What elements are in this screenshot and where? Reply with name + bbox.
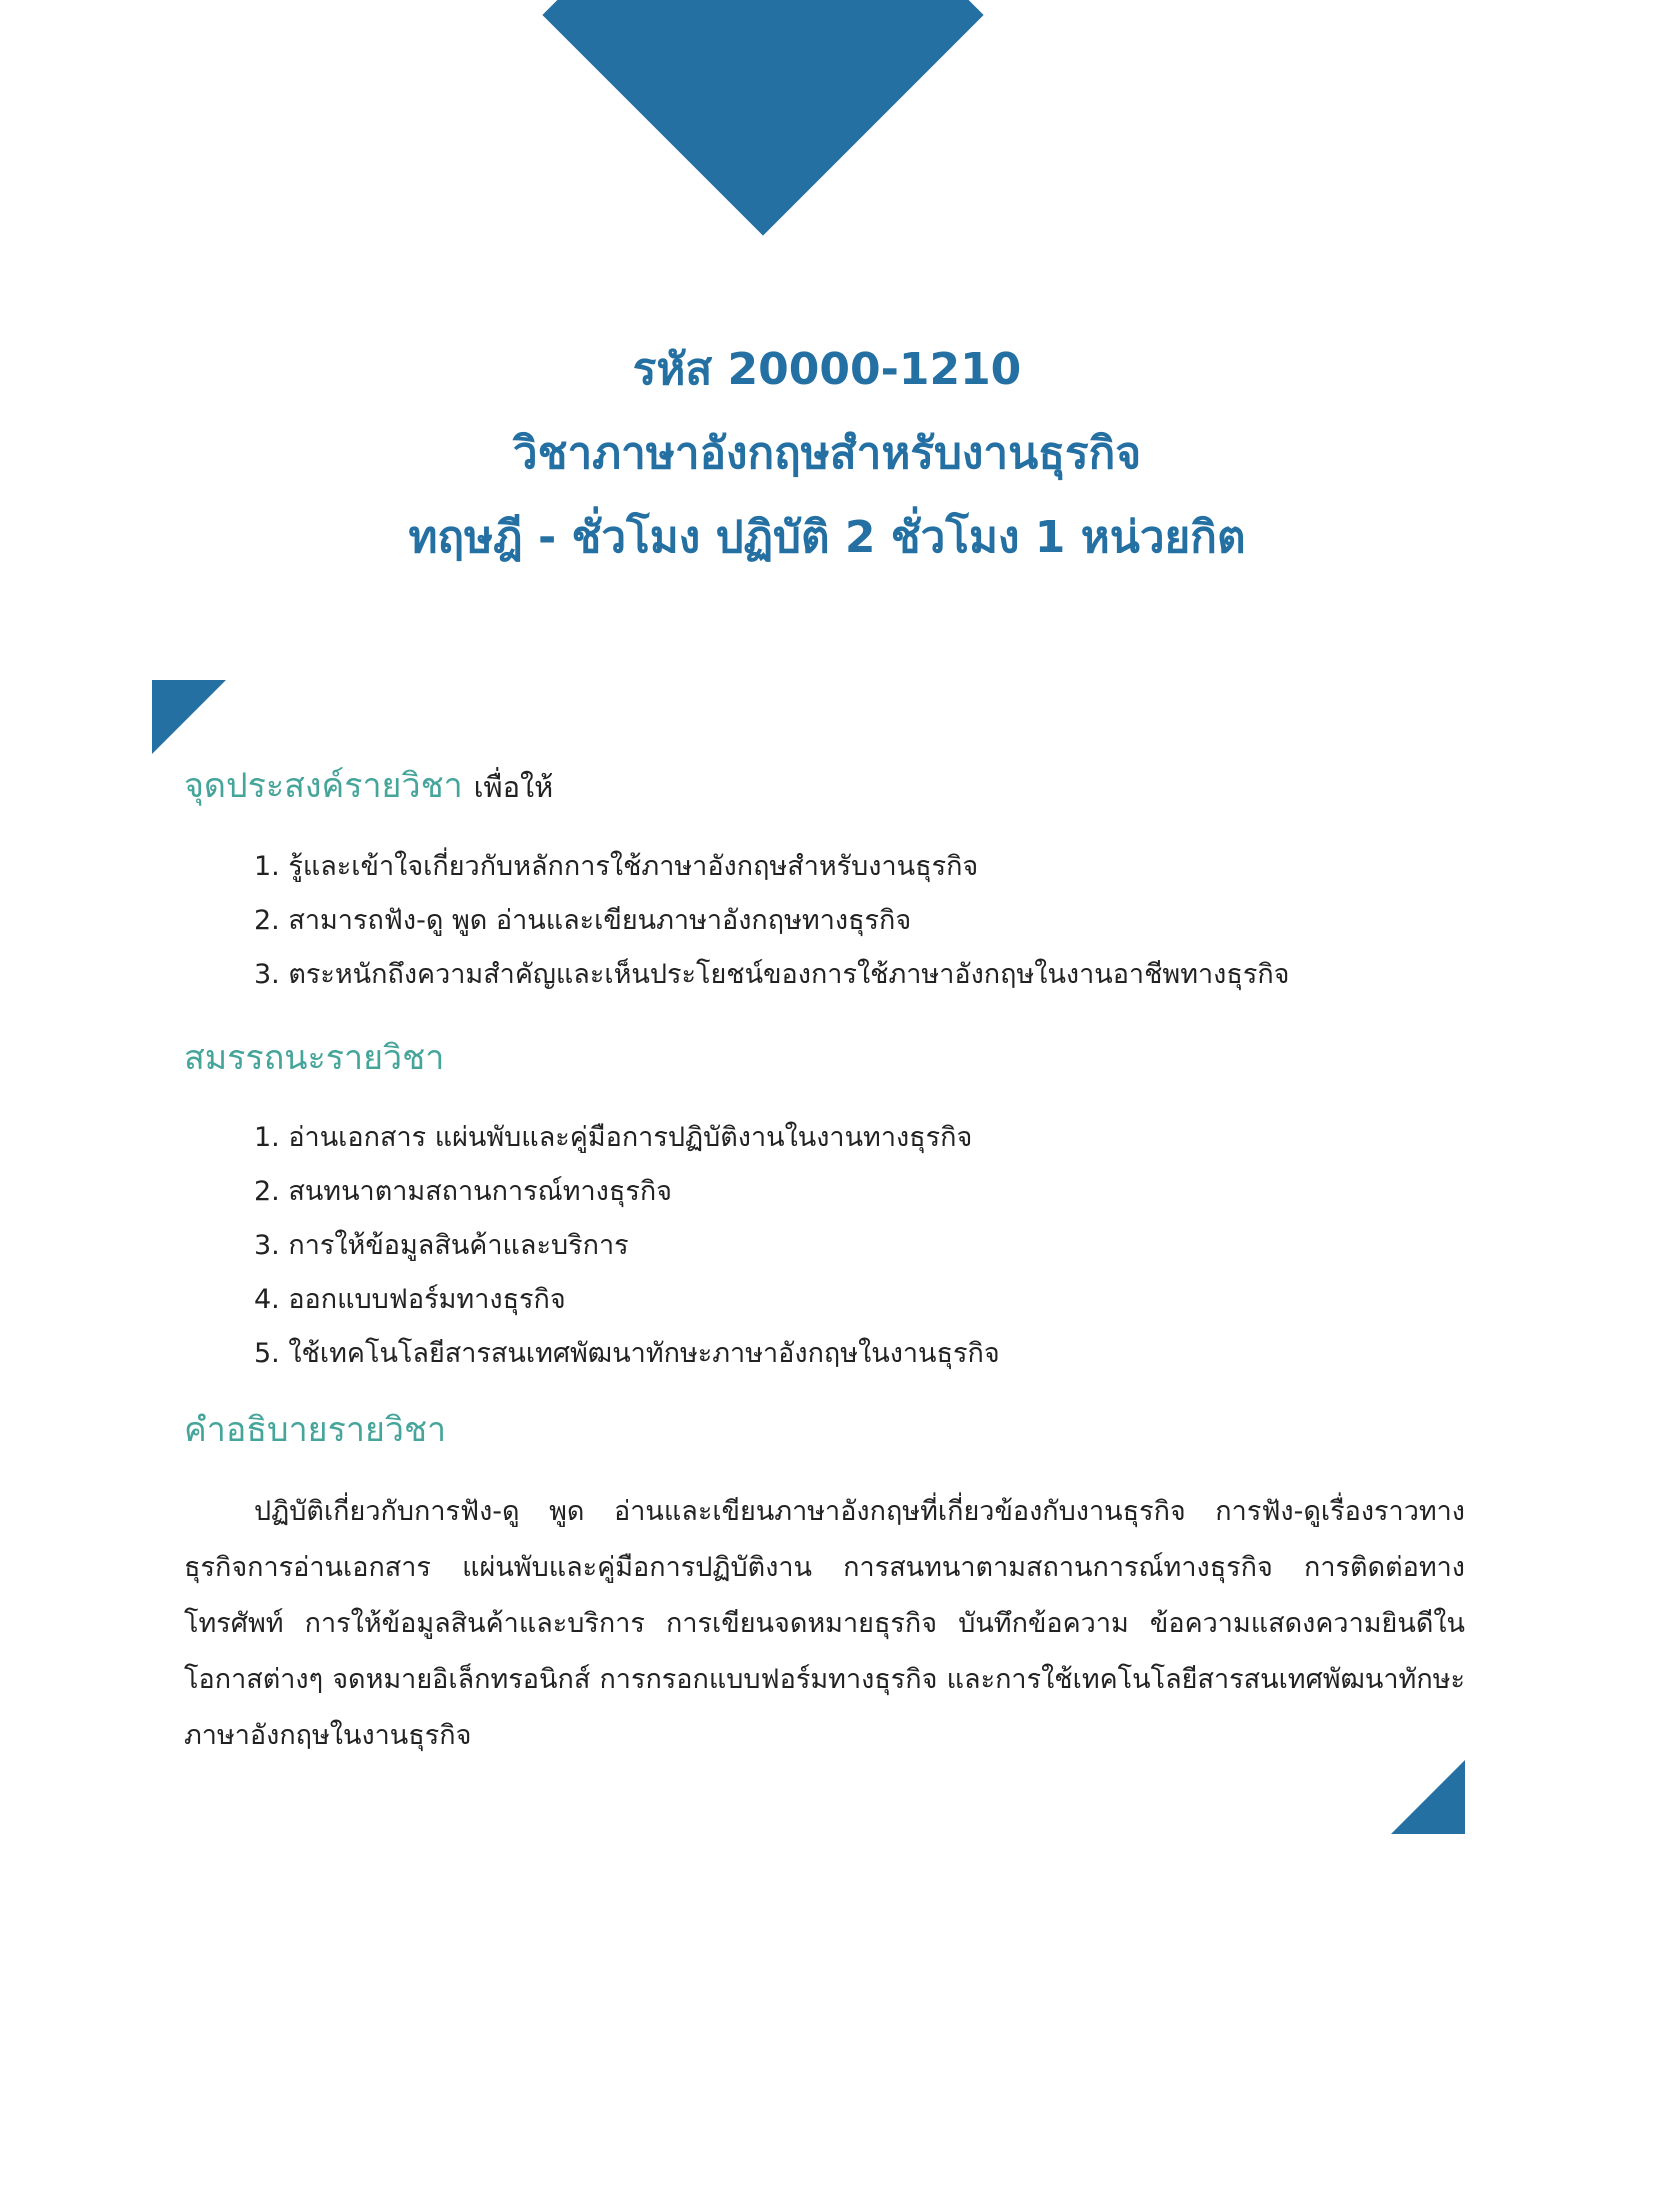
decorative-corner-triangle-top-left xyxy=(152,680,226,754)
objectives-list xyxy=(254,840,1290,1002)
objective-item: 3. ตระหนักถึงความสำคัญและเห็นประโยชน์ของการใช้ภาษาอังกฤษในงานอาชีพทางธุรกิจ xyxy=(254,959,1290,990)
course-subject: วิชาภาษาอังกฤษสำหรับงานธุรกิจ xyxy=(512,428,1142,479)
description-heading: คำอธิบายรายวิชา xyxy=(184,1410,447,1450)
competency-item: 3. การให้ข้อมูลสินค้าและบริการ xyxy=(254,1230,629,1261)
course-hours: ทฤษฎี - ชั่วโมง ปฏิบัติ 2 ชั่วโมง 1 หน่วยกิต xyxy=(408,512,1246,563)
objectives-heading xyxy=(184,762,553,811)
objective-item: 2. สามารถฟัง-ดู พูด อ่านและเขียนภาษาอังกฤษทางธุรกิจ xyxy=(254,905,912,936)
course-title-block xyxy=(0,328,1654,580)
objective-item: 1. รู้และเข้าใจเกี่ยวกับหลักการใช้ภาษาอังกฤษสำหรับงานธุรกิจ xyxy=(254,851,979,882)
competency-item: 2. สนทนาตามสถานการณ์ทางธุรกิจ xyxy=(254,1176,672,1207)
decorative-corner-triangle-bottom-right xyxy=(1391,1760,1465,1834)
competency-item: 1. อ่านเอกสาร แผ่นพับและคู่มือการปฏิบัติงานในงานทางธุรกิจ xyxy=(254,1122,973,1153)
objectives-heading-suffix: เพื่อให้ xyxy=(473,770,554,804)
competency-item: 5. ใช้เทคโนโลยีสารสนเทศพัฒนาทักษะภาษาอังกฤษในงานธุรกิจ xyxy=(254,1338,1000,1369)
competencies-heading: สมรรถนะรายวิชา xyxy=(184,1038,445,1078)
course-code: รหัส 20000-1210 xyxy=(632,344,1022,395)
competencies-list xyxy=(254,1111,1000,1381)
description-paragraph: ปฏิบัติเกี่ยวกับการฟัง-ดู พูด อ่านและเขียนภาษาอังกฤษที่เกี่ยวข้องกับงานธุรกิจ การฟัง-ดูเรื่องราวทางธุรกิจการอ่านเอกสาร แผ่นพับและคู่มือการปฏิบัติงาน การสนทนาตามสถานการณ์ทางธุรกิจ การติดต่อทางโทรศัพท์ การให้ข้อมูลสินค้าและบริการ การเขียนจดหมายธุรกิจ บันทึกข้อความ ข้อความแสดงความยินดีในโอกาสต่างๆ จดหมายอิเล็กทรอนิกส์ การกรอกแบบฟอร์มทางธุรกิจ และการใช้เทคโนโลยีสารสนเทศพัฒนาทักษะภาษาอังกฤษในงานธุรกิจ xyxy=(184,1496,1465,1751)
decorative-diamond xyxy=(542,0,983,236)
objectives-heading-label: จุดประสงค์รายวิชา xyxy=(184,766,463,806)
competency-item: 4. ออกแบบฟอร์มทางธุรกิจ xyxy=(254,1284,566,1315)
